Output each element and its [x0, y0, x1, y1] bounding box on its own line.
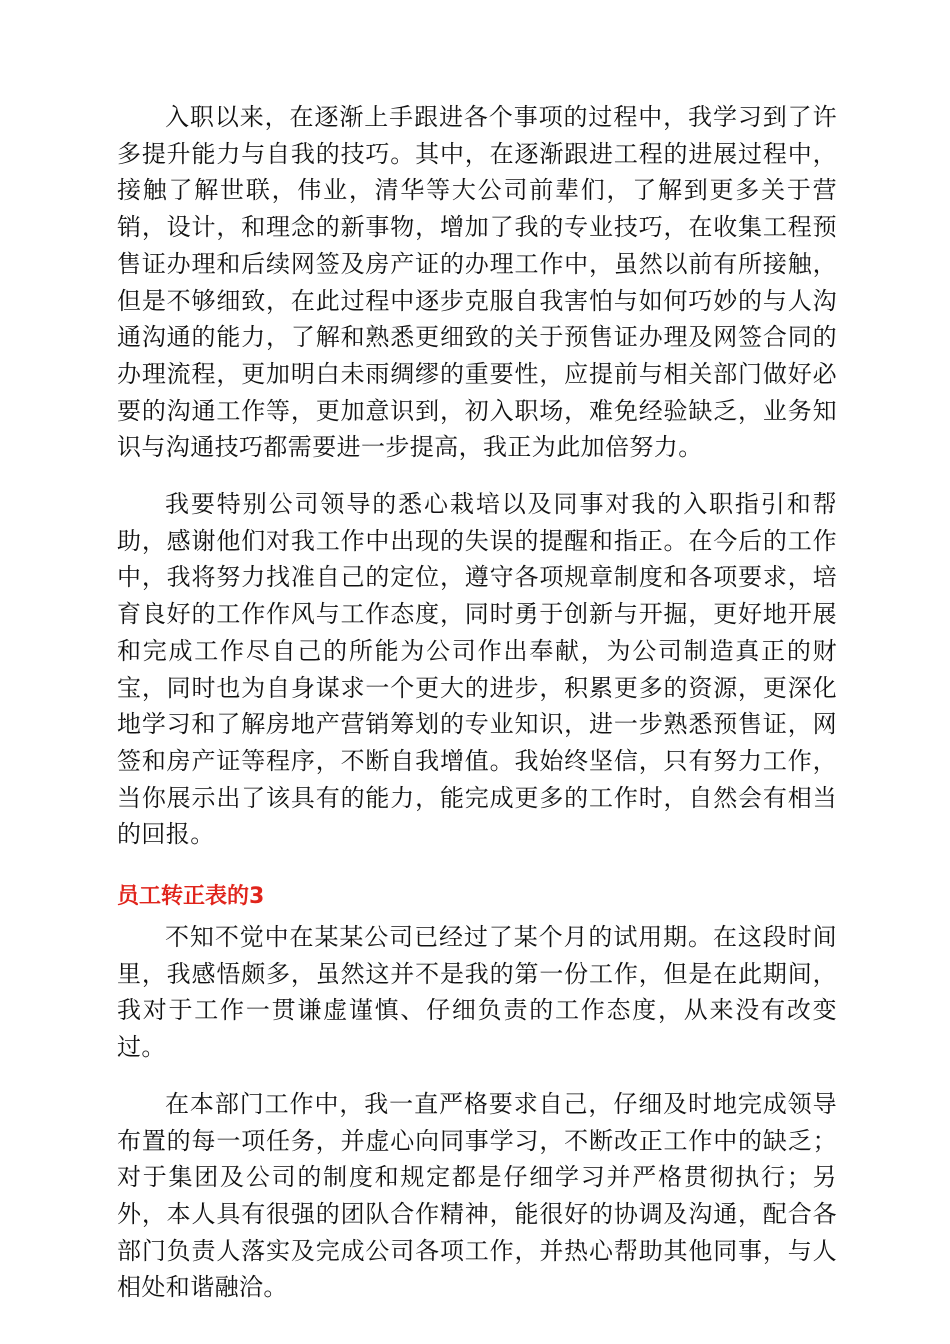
paragraph-department-work: 在本部门工作中，我一直严格要求自己，仔细及时地完成领导布置的每一项任务，并虚心向同事学习，不断改正工作中的缺乏；对于集团及公司的制度和规定都是仔细学习并严格贯彻执行；另外，本人具有很强的团队合作精神，能很好的协调及沟通，配合各部门负责人落实及完成公司各项工作，并热心帮助其他同事，与人相处和谐融洽。 — [117, 1089, 837, 1302]
paragraph-gap — [117, 1066, 837, 1086]
section-heading: 员工转正表的3 — [117, 884, 265, 910]
document-body — [117, 99, 837, 1306]
paragraph-probation-reflection: 不知不觉中在某某公司已经过了某个月的试用期。在这段时间里，我感悟颇多，虽然这并不是我的第一份工作，但是在此期间，我对于工作一贯谦虚谨慎、仔细负责的工作态度，从来没有改变过。 — [117, 923, 837, 1062]
paragraph-onboarding-learning: 入职以来，在逐渐上手跟进各个事项的过程中，我学习到了许多提升能力与自我的技巧。其中，在逐渐跟进工程的进展过程中，接触了解世联，伟业，清华等大公司前辈们，了解到更多关于营销，设计，和理念的新事物，增加了我的专业技巧，在收集工程预售证办理和后续网签及房产证的办理工作中，虽然以前有所接触，但是不够细致，在此过程中逐步克服自我害怕与如何巧妙的与人沟通沟通的能力，了解和熟悉更细致的关于预售证办理及网签合同的办理流程，更加明白未雨绸缪的重要性，应提前与相关部门做好必要的沟通工作等，更加意识到，初入职场，难免经验缺乏，业务知识与沟通技巧都需要进一步提高，我正为此加倍努力。 — [117, 103, 837, 462]
paragraph-gratitude-and-goals: 我要特别公司领导的悉心栽培以及同事对我的入职指引和帮助，感谢他们对我工作中出现的失误的提醒和指正。在今后的工作中，我将努力找准自己的定位，遵守各项规章制度和各项要求，培育良好的工作作风与工作态度，同时勇于创新与开掘，更好地开展和完成工作尽自己的所能为公司作出奉献，为公司制造真正的财宝，同时也为自身谋求一个更大的进步，积累更多的资源，更深化地学习和了解房地产营销筹划的专业知识，进一步熟悉预售证，网签和房产证等程序，不断自我增值。我始终坚信，只有努力工作，当你展示出了该具有的能力，能完成更多的工作时，自然会有相当的回报。 — [117, 490, 837, 849]
paragraph-gap — [117, 466, 837, 486]
paragraph-gap — [117, 853, 837, 873]
